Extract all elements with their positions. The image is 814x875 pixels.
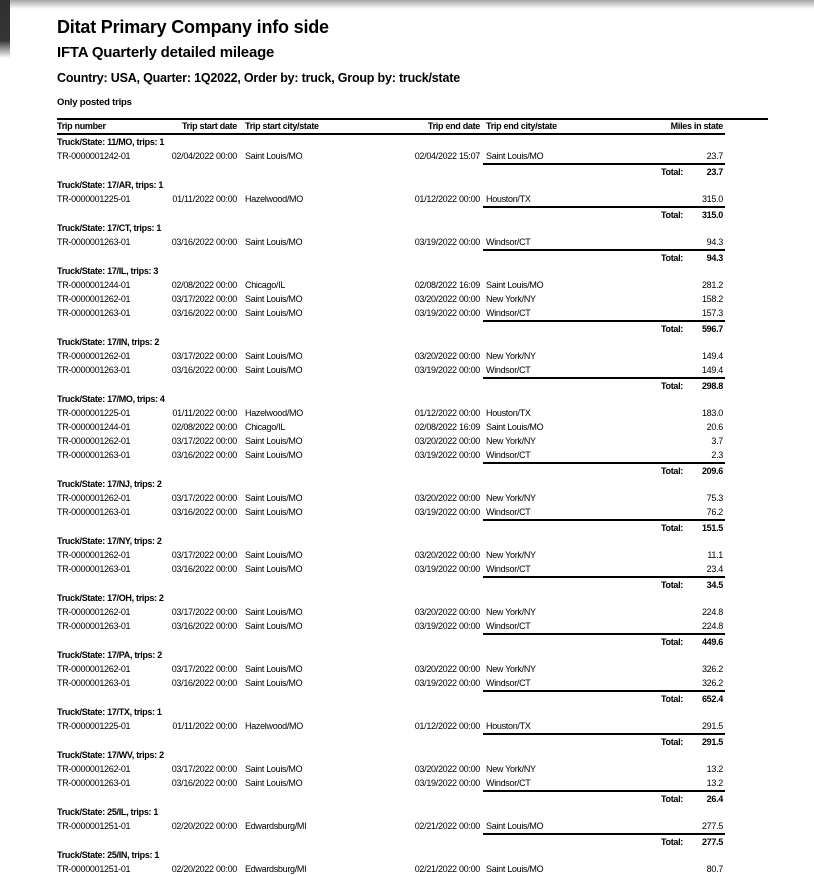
cell-trip-start-date: 02/20/2022 00:00 [171, 821, 237, 831]
cell-trip-end-city-state: Houston/TX [486, 194, 531, 204]
cell-trip-start-date: 03/17/2022 00:00 [171, 294, 237, 304]
cell-trip-number: TR-0000001262-01 [57, 351, 131, 361]
total-label: Total: [660, 837, 683, 847]
cell-trip-start-date: 03/16/2022 00:00 [171, 450, 237, 460]
group-total-row [483, 690, 725, 705]
cell-miles-in-state: 291.5 [701, 721, 723, 731]
group-total-row [483, 163, 725, 178]
cell-trip-start-city-state: Saint Louis/MO [245, 678, 303, 688]
cell-trip-end-date: 03/19/2022 00:00 [414, 507, 480, 517]
group-total-row [483, 206, 725, 221]
cell-trip-start-date: 03/16/2022 00:00 [171, 778, 237, 788]
group-header: Truck/State: 25/IN, trips: 1 [57, 850, 160, 860]
cell-trip-end-city-state: Windsor/CT [486, 308, 531, 318]
cell-trip-start-city-state: Saint Louis/MO [245, 550, 303, 560]
cell-trip-start-date: 03/17/2022 00:00 [171, 351, 237, 361]
cell-trip-start-city-state: Saint Louis/MO [245, 237, 303, 247]
cell-trip-number: TR-0000001244-01 [57, 280, 131, 290]
cell-trip-start-city-state: Saint Louis/MO [245, 507, 303, 517]
group-header: Truck/State: 11/MO, trips: 1 [57, 137, 165, 147]
cell-miles-in-state: 281.2 [701, 280, 723, 290]
col-miles-in-state: Miles in state [670, 121, 723, 131]
cell-trip-end-date: 03/20/2022 00:00 [414, 550, 480, 560]
group-header: Truck/State: 17/TX, trips: 1 [57, 707, 162, 717]
cell-trip-number: TR-0000001251-01 [57, 821, 131, 831]
cell-miles-in-state: 13.2 [706, 764, 723, 774]
cell-trip-number: TR-0000001251-01 [57, 864, 131, 874]
group-total-row [483, 377, 725, 392]
cell-trip-end-city-state: Saint Louis/MO [486, 864, 544, 874]
cell-trip-number: TR-0000001262-01 [57, 294, 131, 304]
cell-trip-start-city-state: Saint Louis/MO [245, 308, 303, 318]
cell-trip-number: TR-0000001262-01 [57, 436, 131, 446]
cell-trip-end-date: 01/12/2022 00:00 [414, 408, 480, 418]
cell-trip-end-city-state: New York/NY [486, 664, 536, 674]
cell-trip-start-date: 01/11/2022 00:00 [172, 408, 237, 418]
total-value: 209.6 [701, 466, 723, 476]
cell-trip-number: TR-0000001263-01 [57, 450, 131, 460]
table-row [57, 562, 725, 576]
group-header: Truck/State: 17/MO, trips: 4 [57, 394, 165, 404]
cell-trip-end-city-state: Windsor/CT [486, 507, 531, 517]
report-table-body [57, 135, 814, 875]
total-value: 34.5 [706, 580, 723, 590]
table-row [57, 448, 725, 462]
cell-trip-start-date: 01/11/2022 00:00 [172, 194, 237, 204]
cell-trip-end-date: 03/20/2022 00:00 [414, 351, 480, 361]
table-row [57, 505, 725, 519]
cell-trip-end-city-state: Houston/TX [486, 408, 531, 418]
group-header: Truck/State: 17/WV, trips: 2 [57, 750, 164, 760]
cell-miles-in-state: 2.3 [711, 450, 723, 460]
cell-miles-in-state: 13.2 [706, 778, 723, 788]
cell-trip-start-date: 03/17/2022 00:00 [171, 764, 237, 774]
cell-miles-in-state: 277.5 [701, 821, 723, 831]
group-header: Truck/State: 25/IL, trips: 1 [57, 807, 159, 817]
cell-trip-end-city-state: Saint Louis/MO [486, 151, 544, 161]
group-header: Truck/State: 17/IN, trips: 2 [57, 337, 160, 347]
cell-trip-end-city-state: Windsor/CT [486, 621, 531, 631]
report-title: IFTA Quarterly detailed mileage [57, 44, 275, 61]
total-label: Total: [660, 737, 683, 747]
group-total-row [483, 733, 725, 748]
col-trip-start-city-state: Trip start city/state [245, 121, 319, 131]
table-row [57, 662, 725, 676]
table-header-row [57, 120, 725, 135]
total-value: 94.3 [706, 253, 723, 263]
group-header: Truck/State: 17/CT, trips: 1 [57, 223, 162, 233]
total-value: 277.5 [701, 837, 723, 847]
total-label: Total: [660, 381, 683, 391]
table-row [57, 292, 725, 306]
cell-trip-start-city-state: Saint Louis/MO [245, 436, 303, 446]
cell-trip-number: TR-0000001225-01 [57, 408, 131, 418]
cell-miles-in-state: 149.4 [701, 365, 723, 375]
cell-trip-number: TR-0000001262-01 [57, 764, 131, 774]
table-row [57, 619, 725, 633]
table-row [57, 149, 725, 163]
total-label: Total: [660, 523, 683, 533]
cell-trip-start-date: 03/17/2022 00:00 [171, 493, 237, 503]
cell-trip-start-city-state: Saint Louis/MO [245, 621, 303, 631]
cell-trip-end-date: 03/19/2022 00:00 [414, 450, 480, 460]
cell-trip-end-city-state: Saint Louis/MO [486, 821, 544, 831]
group-total-row [483, 249, 725, 264]
cell-trip-start-city-state: Saint Louis/MO [245, 778, 303, 788]
cell-miles-in-state: 3.7 [711, 436, 723, 446]
total-label: Total: [660, 167, 683, 177]
cell-trip-start-city-state: Saint Louis/MO [245, 151, 303, 161]
cell-trip-start-date: 03/16/2022 00:00 [171, 308, 237, 318]
cell-trip-start-city-state: Saint Louis/MO [245, 607, 303, 617]
cell-trip-end-city-state: New York/NY [486, 493, 536, 503]
cell-miles-in-state: 158.2 [701, 294, 723, 304]
table-row [57, 235, 725, 249]
cell-trip-end-date: 03/20/2022 00:00 [414, 607, 480, 617]
cell-trip-number: TR-0000001242-01 [57, 151, 131, 161]
cell-trip-end-date: 03/20/2022 00:00 [414, 294, 480, 304]
total-value: 315.0 [701, 210, 723, 220]
cell-trip-number: TR-0000001262-01 [57, 493, 131, 503]
col-trip-end-date: Trip end date [427, 121, 480, 131]
cell-trip-start-date: 03/16/2022 00:00 [171, 507, 237, 517]
total-value: 23.7 [706, 167, 723, 177]
cell-miles-in-state: 315.0 [701, 194, 723, 204]
cell-trip-number: TR-0000001244-01 [57, 422, 131, 432]
cell-miles-in-state: 94.3 [706, 237, 723, 247]
cell-trip-end-city-state: Windsor/CT [486, 564, 531, 574]
cell-trip-end-date: 03/19/2022 00:00 [414, 678, 480, 688]
cell-trip-end-date: 03/20/2022 00:00 [414, 764, 480, 774]
cell-trip-start-city-state: Saint Louis/MO [245, 493, 303, 503]
table-row [57, 819, 725, 833]
cell-trip-start-city-state: Saint Louis/MO [245, 664, 303, 674]
cell-trip-start-city-state: Chicago/IL [245, 422, 286, 432]
cell-trip-end-city-state: Saint Louis/MO [486, 280, 544, 290]
cell-trip-number: TR-0000001263-01 [57, 507, 131, 517]
cell-miles-in-state: 149.4 [701, 351, 723, 361]
table-row [57, 776, 725, 790]
total-label: Total: [660, 794, 683, 804]
cell-trip-start-date: 03/17/2022 00:00 [171, 550, 237, 560]
cell-trip-start-city-state: Saint Louis/MO [245, 365, 303, 375]
group-total-row [483, 320, 725, 335]
table-row [57, 349, 725, 363]
cell-miles-in-state: 20.6 [706, 422, 723, 432]
group-header: Truck/State: 17/IL, trips: 3 [57, 266, 159, 276]
cell-trip-end-date: 03/19/2022 00:00 [414, 237, 480, 247]
cell-trip-start-date: 03/17/2022 00:00 [171, 607, 237, 617]
cell-trip-start-city-state: Saint Louis/MO [245, 351, 303, 361]
company-title: Ditat Primary Company info side [57, 17, 329, 37]
cell-miles-in-state: 23.7 [706, 151, 723, 161]
cell-trip-end-date: 03/19/2022 00:00 [414, 564, 480, 574]
filter-note: Only posted trips [57, 97, 132, 108]
col-trip-start-date: Trip start date [181, 121, 237, 131]
total-label: Total: [660, 580, 683, 590]
total-label: Total: [660, 210, 683, 220]
cell-trip-end-city-state: Windsor/CT [486, 365, 531, 375]
cell-miles-in-state: 224.8 [701, 607, 723, 617]
cell-trip-start-city-state: Edwardsburg/MI [245, 821, 307, 831]
cell-trip-end-city-state: Houston/TX [486, 721, 531, 731]
col-trip-number: Trip number [57, 121, 106, 131]
cell-trip-start-date: 03/17/2022 00:00 [171, 436, 237, 446]
cell-trip-end-date: 03/19/2022 00:00 [414, 621, 480, 631]
group-header: Truck/State: 17/NY, trips: 2 [57, 536, 162, 546]
cell-trip-start-city-state: Chicago/IL [245, 280, 286, 290]
group-total-row [483, 576, 725, 591]
cell-miles-in-state: 80.7 [706, 864, 723, 874]
cell-miles-in-state: 11.1 [707, 550, 723, 560]
cell-trip-end-city-state: Windsor/CT [486, 778, 531, 788]
report-criteria: Country: USA, Quarter: 1Q2022, Order by: truck, Group by: truck/state [57, 71, 460, 85]
total-label: Total: [660, 253, 683, 263]
cell-trip-end-date: 03/20/2022 00:00 [414, 664, 480, 674]
table-row [57, 278, 725, 292]
group-total-row [483, 633, 725, 648]
total-value: 449.6 [701, 637, 723, 647]
total-value: 151.5 [701, 523, 723, 533]
cell-trip-start-date: 02/08/2022 00:00 [171, 280, 237, 290]
cell-trip-number: TR-0000001263-01 [57, 237, 131, 247]
cell-trip-start-date: 02/08/2022 00:00 [171, 422, 237, 432]
table-row [57, 862, 725, 875]
table-row [57, 363, 725, 377]
cell-trip-end-date: 03/20/2022 00:00 [414, 436, 480, 446]
cell-trip-number: TR-0000001263-01 [57, 778, 131, 788]
cell-trip-start-city-state: Saint Louis/MO [245, 450, 303, 460]
total-value: 298.8 [701, 381, 723, 391]
cell-trip-end-date: 02/21/2022 00:00 [414, 864, 480, 874]
total-value: 596.7 [701, 324, 723, 334]
cell-miles-in-state: 326.2 [701, 664, 723, 674]
group-total-row [483, 462, 725, 477]
cell-trip-number: TR-0000001263-01 [57, 365, 131, 375]
cell-miles-in-state: 23.4 [706, 564, 723, 574]
cell-trip-start-date: 01/11/2022 00:00 [172, 721, 237, 731]
cell-trip-end-city-state: Windsor/CT [486, 450, 531, 460]
cell-trip-end-city-state: New York/NY [486, 351, 536, 361]
cell-miles-in-state: 75.3 [706, 493, 723, 503]
cell-trip-start-city-state: Hazelwood/MO [245, 194, 303, 204]
group-header: Truck/State: 17/PA, trips: 2 [57, 650, 162, 660]
cell-trip-end-date: 02/21/2022 00:00 [414, 821, 480, 831]
cell-trip-end-date: 03/19/2022 00:00 [414, 365, 480, 375]
cell-trip-end-date: 03/19/2022 00:00 [414, 308, 480, 318]
cell-trip-number: TR-0000001262-01 [57, 607, 131, 617]
cell-trip-start-city-state: Saint Louis/MO [245, 294, 303, 304]
cell-trip-end-city-state: New York/NY [486, 436, 536, 446]
cell-miles-in-state: 326.2 [701, 678, 723, 688]
group-header: Truck/State: 17/NJ, trips: 2 [57, 479, 162, 489]
cell-trip-end-date: 02/04/2022 15:07 [414, 151, 480, 161]
cell-trip-start-date: 03/17/2022 00:00 [171, 664, 237, 674]
cell-trip-end-city-state: Saint Louis/MO [486, 422, 544, 432]
cell-trip-end-city-state: Windsor/CT [486, 237, 531, 247]
cell-trip-start-date: 03/16/2022 00:00 [171, 237, 237, 247]
group-header: Truck/State: 17/OH, trips: 2 [57, 593, 164, 603]
cell-trip-end-city-state: New York/NY [486, 764, 536, 774]
cell-trip-end-city-state: Windsor/CT [486, 678, 531, 688]
cell-trip-end-city-state: New York/NY [486, 550, 536, 560]
total-label: Total: [660, 637, 683, 647]
table-row [57, 306, 725, 320]
cell-miles-in-state: 183.0 [701, 408, 723, 418]
cell-trip-number: TR-0000001225-01 [57, 194, 131, 204]
table-row [57, 192, 725, 206]
cell-trip-end-date: 02/08/2022 16:09 [414, 422, 480, 432]
cell-trip-end-date: 03/20/2022 00:00 [414, 493, 480, 503]
cell-trip-number: TR-0000001263-01 [57, 564, 131, 574]
col-trip-end-city-state: Trip end city/state [486, 121, 557, 131]
group-total-row [483, 790, 725, 805]
cell-trip-number: TR-0000001262-01 [57, 550, 131, 560]
table-row [57, 434, 725, 448]
group-total-row [483, 519, 725, 534]
total-label: Total: [660, 324, 683, 334]
table-row [57, 762, 725, 776]
cell-trip-end-date: 02/08/2022 16:09 [414, 280, 480, 290]
group-total-row [483, 833, 725, 848]
cell-trip-start-city-state: Hazelwood/MO [245, 408, 303, 418]
total-value: 652.4 [701, 694, 723, 704]
cell-trip-start-date: 02/20/2022 00:00 [171, 864, 237, 874]
group-header: Truck/State: 17/AR, trips: 1 [57, 180, 164, 190]
cell-trip-start-date: 02/04/2022 00:00 [171, 151, 237, 161]
cell-miles-in-state: 76.2 [706, 507, 723, 517]
total-label: Total: [660, 466, 683, 476]
cell-trip-end-city-state: New York/NY [486, 294, 536, 304]
cell-trip-end-date: 01/12/2022 00:00 [414, 721, 480, 731]
cell-trip-number: TR-0000001263-01 [57, 308, 131, 318]
table-row [57, 406, 725, 420]
cell-trip-start-city-state: Edwardsburg/MI [245, 864, 307, 874]
table-row [57, 676, 725, 690]
cell-trip-start-date: 03/16/2022 00:00 [171, 564, 237, 574]
table-row [57, 420, 725, 434]
cell-trip-number: TR-0000001225-01 [57, 721, 131, 731]
cell-trip-number: TR-0000001263-01 [57, 678, 131, 688]
table-row [57, 719, 725, 733]
toolbar-shadow [0, 0, 814, 10]
cell-trip-start-date: 03/16/2022 00:00 [171, 678, 237, 688]
cell-trip-end-city-state: New York/NY [486, 607, 536, 617]
cell-trip-start-date: 03/16/2022 00:00 [171, 621, 237, 631]
cell-trip-end-date: 03/19/2022 00:00 [414, 778, 480, 788]
page-corner-shadow [0, 0, 10, 58]
cell-trip-start-city-state: Saint Louis/MO [245, 564, 303, 574]
cell-trip-number: TR-0000001263-01 [57, 621, 131, 631]
cell-miles-in-state: 224.8 [701, 621, 723, 631]
table-row [57, 491, 725, 505]
cell-trip-number: TR-0000001262-01 [57, 664, 131, 674]
total-label: Total: [660, 694, 683, 704]
cell-trip-start-city-state: Saint Louis/MO [245, 764, 303, 774]
total-value: 26.4 [706, 794, 723, 804]
cell-miles-in-state: 157.3 [701, 308, 723, 318]
cell-trip-start-date: 03/16/2022 00:00 [171, 365, 237, 375]
total-value: 291.5 [701, 737, 723, 747]
cell-trip-start-city-state: Hazelwood/MO [245, 721, 303, 731]
cell-trip-end-date: 01/12/2022 00:00 [414, 194, 480, 204]
table-row [57, 548, 725, 562]
table-row [57, 605, 725, 619]
